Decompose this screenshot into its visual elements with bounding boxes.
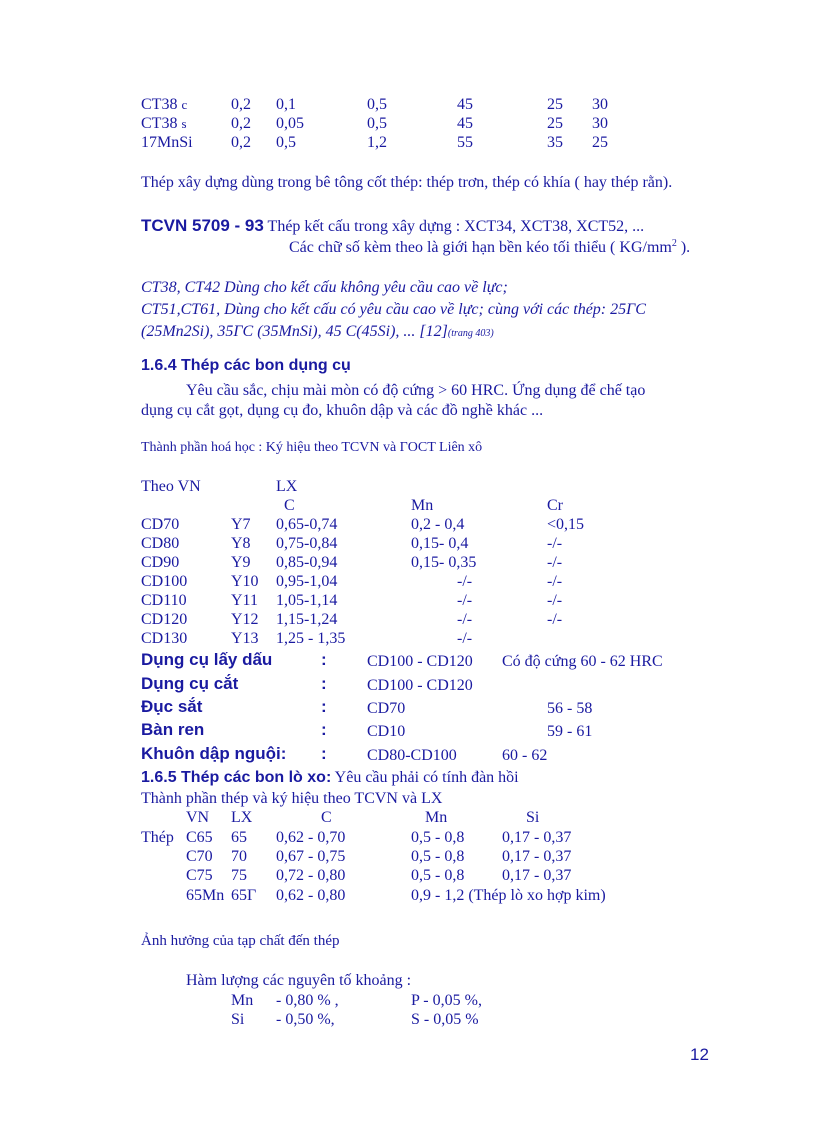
element-value: P - 0,05 %, [411, 992, 482, 1009]
use-label: Đục sắt [141, 697, 203, 716]
column-header: C [321, 809, 332, 826]
tcvn-note: Các chữ số kèm theo là giới hạn bền kéo tối thiểu ( $KG/mm^2$ ). [289, 238, 691, 256]
table-cell: -/- [547, 554, 563, 571]
table-cell: 0,05 [276, 115, 304, 132]
table-cell: 0,2 [231, 115, 251, 132]
column-header: VN [186, 809, 210, 826]
row-label: Thép [141, 829, 174, 846]
table-cell: 0,65-0,74 [276, 516, 338, 533]
table-cell: 65Mn [186, 887, 225, 904]
paragraph: Thép xây dựng dùng trong bê tông cốt thép: thép trơn, thép có khía ( hay thép rằn). [141, 174, 673, 191]
use-colon: : [321, 674, 327, 693]
table-cell: 55 [457, 134, 473, 151]
table-cell: 65Γ [231, 887, 257, 904]
use-label: Bàn ren [141, 720, 205, 739]
table-cell: 0,5 [276, 134, 296, 151]
column-header: C [284, 497, 295, 514]
table-cell: 0,5 - 0,8 [411, 848, 465, 865]
table-cell: <0,15 [547, 516, 585, 533]
table-cell: 25 [547, 115, 563, 132]
table-cell: Y12 [231, 611, 259, 628]
column-header: LX [231, 809, 253, 826]
use-note: Có độ cứng 60 - 62 HRC [502, 653, 663, 670]
table-cell: 70 [231, 848, 247, 865]
paragraph: dụng cụ cắt gọt, dụng cụ đo, khuôn dập và các đồ nghề khác ... [141, 402, 544, 419]
table-cell: 45 [457, 96, 473, 113]
table-cell: 45 [457, 115, 473, 132]
italic-line: (25Mn2Si), 35ΓC (35MnSi), 45 C(45Si), ... [12](trang 403) [141, 323, 494, 340]
table-cell: 0,62 - 0,70 [276, 829, 346, 846]
italic-line: CT38, CT42 Dùng cho kết cấu không yêu cầu cao về lực; [141, 279, 508, 296]
table-cell: CD80 [141, 535, 180, 552]
italic-line: CT51,CT61, Dùng cho kết cấu có yêu cầu cao về lực; cùng với các thép: 25ΓC [141, 301, 646, 318]
use-label: Dụng cụ lấy dấu [141, 650, 273, 669]
table-cell: CD70 [141, 516, 180, 533]
element-value: - 0,50 %, [276, 1011, 335, 1028]
table-cell: Y13 [231, 630, 259, 647]
section-heading-165: 1.6.5 Thép các bon lò xo: Yêu cầu phải có tính đàn hồi [141, 769, 519, 786]
table-cell: -/- [547, 611, 563, 628]
table-cell: CD130 [141, 630, 188, 647]
use-grade: CD100 - CD120 [367, 677, 473, 694]
column-header: Si [526, 809, 540, 826]
tcvn-line: TCVN 5709 - 93 Thép kết cấu trong xây dựng : XCT34, XCT38, XCT52, ... [141, 216, 645, 235]
table-cell: CD110 [141, 592, 187, 609]
table-cell: 0,15- 0,35 [411, 554, 477, 571]
element-symbol: Si [231, 1011, 245, 1028]
table-cell: 0,85-0,94 [276, 554, 338, 571]
table-cell: 0,75-0,84 [276, 535, 338, 552]
table-cell: -/- [457, 573, 473, 590]
use-colon: : [321, 697, 327, 716]
use-note: 60 - 62 [502, 747, 548, 764]
table-cell: -/- [457, 630, 473, 647]
table-cell: 35 [547, 134, 563, 151]
paragraph: Yêu cầu sắc, chịu mài mòn có độ cứng > 60 HRC. Ứng dụng để chế tạo [186, 382, 646, 399]
use-note: 56 - 58 [547, 700, 593, 717]
table-cell: -/- [547, 573, 563, 590]
table-cell: C75 [186, 867, 213, 884]
element-value: - 0,80 % , [276, 992, 339, 1009]
table-cell: -/- [457, 611, 473, 628]
table-cell: 0,62 - 0,80 [276, 887, 346, 904]
table-cell: 25 [547, 96, 563, 113]
element-value: S - 0,05 % [411, 1011, 479, 1028]
table-cell: CD90 [141, 554, 180, 571]
column-header: Cr [547, 497, 563, 514]
table-cell: C70 [186, 848, 213, 865]
table-cell: 0,95-1,04 [276, 573, 338, 590]
use-colon: : [321, 720, 327, 739]
use-grade: CD70 [367, 700, 406, 717]
use-label: Khuôn dập nguội: [141, 744, 287, 763]
table-cell: CT38 s [141, 115, 187, 132]
table-cell: 0,5 [367, 115, 387, 132]
table-cell: 30 [592, 115, 608, 132]
table-cell: 1,2 [367, 134, 387, 151]
table-cell: 1,25 - 1,35 [276, 630, 346, 647]
table-cell: 0,9 - 1,2 (Thép lò xo hợp kim) [411, 887, 606, 904]
table-cell: 0,17 - 0,37 [502, 848, 572, 865]
table-cell: 0,72 - 0,80 [276, 867, 346, 884]
table-cell: -/- [547, 535, 563, 552]
table-cell: 0,67 - 0,75 [276, 848, 346, 865]
table-cell: 0,2 [231, 134, 251, 151]
table-cell: CT38 c [141, 96, 188, 113]
table-cell: Y10 [231, 573, 259, 590]
use-note: 59 - 61 [547, 723, 593, 740]
table-cell: C65 [186, 829, 213, 846]
element-symbol: Mn [231, 992, 254, 1009]
impurity-title: Ảnh hưởng của tạp chất đến thép [141, 933, 340, 949]
table-cell: 1,05-1,14 [276, 592, 338, 609]
table-cell: -/- [547, 592, 563, 609]
table-cell: 0,17 - 0,37 [502, 829, 572, 846]
table-cell: Y8 [231, 535, 251, 552]
table-cell: 0,2 [231, 96, 251, 113]
table-cell: Y7 [231, 516, 251, 533]
table-cell: 1,15-1,24 [276, 611, 338, 628]
use-colon: : [321, 744, 327, 763]
table-cell: 0,15- 0,4 [411, 535, 469, 552]
column-header: Theo VN [141, 478, 201, 495]
table-cell: 75 [231, 867, 247, 884]
use-grade: CD100 - CD120 [367, 653, 473, 670]
table-cell: -/- [457, 592, 473, 609]
tcvn-code: TCVN 5709 - 93 [141, 216, 264, 235]
use-colon: : [321, 650, 327, 669]
table-cell: Y9 [231, 554, 251, 571]
table-cell: 0,1 [276, 96, 296, 113]
table-cell: 0,5 [367, 96, 387, 113]
table-cell: 65 [231, 829, 247, 846]
column-header: LX [276, 478, 298, 495]
table-cell: 0,17 - 0,37 [502, 867, 572, 884]
table-cell: Y11 [231, 592, 258, 609]
table-cell: 0,5 - 0,8 [411, 829, 465, 846]
table-cell: 17MnSi [141, 134, 193, 151]
use-grade: CD80-CD100 [367, 747, 457, 764]
table-cell: CD100 [141, 573, 188, 590]
page-number: 12 [690, 1045, 709, 1064]
use-label: Dụng cụ cắt [141, 674, 239, 693]
table-cell: 0,2 - 0,4 [411, 516, 465, 533]
section-heading: 1.6.4 Thép các bon dụng cụ [141, 357, 351, 374]
table-cell: 30 [592, 96, 608, 113]
column-header: Mn [425, 809, 448, 826]
reference: (trang 403) [447, 328, 494, 339]
paragraph: Thành phần thép và ký hiệu theo TCVN và LX [141, 790, 443, 807]
table-cell: 0,5 - 0,8 [411, 867, 465, 884]
use-grade: CD10 [367, 723, 406, 740]
impurity-content: Hàm lượng các nguyên tố khoảng : [186, 972, 412, 989]
composition-note: Thành phần hoá học : Ký hiệu theo TCVN và ΓOCT Liên xô [141, 440, 483, 455]
table-cell: CD120 [141, 611, 188, 628]
table-cell: 25 [592, 134, 608, 151]
column-header: Mn [411, 497, 434, 514]
